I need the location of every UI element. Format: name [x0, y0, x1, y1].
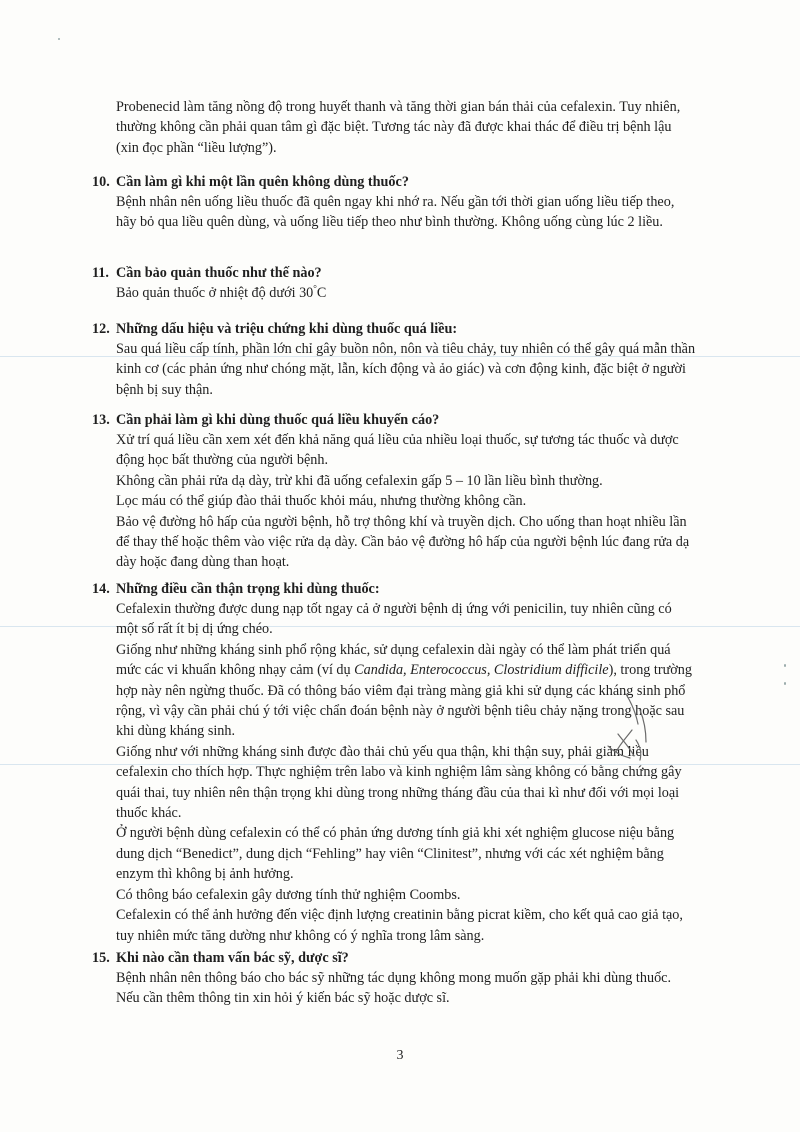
section-heading	[92, 579, 696, 599]
section-10	[92, 172, 696, 233]
section-number: 10.	[92, 174, 110, 190]
degree-sign: °	[313, 283, 317, 294]
section-title: Khi nào cần tham vấn bác sỹ, dược sĩ?	[116, 950, 349, 966]
section-title: Cần phải làm gì khi dùng thuốc quá liều khuyến cáo?	[116, 412, 440, 428]
section-body	[116, 968, 696, 1009]
paragraph: Nếu cần thêm thông tin xin hỏi ý kiến bác sỹ hoặc dược sĩ.	[116, 990, 450, 1007]
section-12	[92, 319, 696, 400]
paragraph: Sau quá liều cấp tính, phần lớn chỉ gây buồn nôn, nôn và tiêu chảy, tuy nhiên có thể gây quá mẫn thần kinh cơ (các phản ứng như chóng mặt, lẫn, kích động và ảo giác) và cơn động kinh, đặc biệt ở người bệnh bị suy thận.	[116, 341, 696, 398]
section-heading	[92, 172, 696, 192]
section-number: 11.	[92, 265, 109, 281]
section-heading	[92, 948, 696, 968]
section-body	[116, 192, 696, 233]
scan-speck	[784, 664, 786, 667]
section-body	[116, 283, 696, 303]
paragraph-text: ), trong trường hợp này nên ngừng thuốc. Đã có thông báo viêm đại tràng màng giả khi sử dụng các kháng sinh phổ rộng, vì vậy cần phải chú ý tới việc chẩn đoán bệnh này ở người bệnh tiêu chảy nặng trong hoặc sau khi dùng kháng sinh.	[116, 662, 692, 740]
section-number: 12.	[92, 321, 110, 337]
paragraph: Ở người bệnh dùng cefalexin có thể có phản ứng dương tính giả khi xét nghiệm glucose niệu bằng dung dịch “Benedict”, dung dịch “Fehling” hay viên “Clinitest”, nhưng với các xét nghiệm bằng enzym thì không bị ảnh hưởng.	[116, 825, 675, 883]
scan-speck	[58, 38, 60, 40]
section-body	[116, 339, 696, 400]
section-heading	[92, 263, 696, 283]
section-number: 15.	[92, 950, 110, 966]
paragraph: Giống như với những kháng sinh được đào thải chủ yếu qua thận, khi thận suy, phải giảm liều cefalexin cho thích hợp. Thực nghiệm trên labo và kinh nghiệm lâm sàng không có bằng chứng gây quái thai, tuy nhiên nên thận trọng khi dùng trong những tháng đầu của thai kì như đối với mọi loại thuốc khác.	[116, 743, 682, 822]
paragraph: Xử trí quá liều cần xem xét đến khả năng quá liều của nhiều loại thuốc, sự tương tác thuốc và dược động học bất thường của người bệnh.	[116, 432, 679, 469]
section-heading	[92, 319, 696, 339]
intro-paragraph: Probenecid làm tăng nồng độ trong huyết thanh và tăng thời gian bán thải của cefalexin. Tuy nhiên, thường không cần phải quan tâm gì đặc biệt. Tương tác này đã được khai thác để điều trị bệnh lậu (xin đọc phần “liều lượng”).	[116, 99, 681, 156]
paragraph: Cefalexin thường được dung nạp tốt ngay cả ở người bệnh dị ứng với penicilin, tuy nhiên cũng có một số rất ít bị dị ứng chéo.	[116, 601, 672, 638]
paragraph: Không cần phải rửa dạ dày, trừ khi đã uống cefalexin gấp 5 – 10 lần liều bình thường.	[116, 472, 603, 489]
section-11	[92, 263, 696, 303]
scan-speck	[784, 682, 786, 685]
section-13	[92, 410, 696, 573]
section-title: Những điều cần thận trọng khi dùng thuốc:	[116, 581, 380, 597]
section-title: Cần làm gì khi một lần quên không dùng thuốc?	[116, 174, 409, 190]
storage-text: Bảo quản thuốc ở nhiệt độ dưới 30	[116, 285, 314, 301]
paragraph: Bảo vệ đường hô hấp của người bệnh, hỗ trợ thông khí và truyền dịch. Cho uống than hoạt nhiều lần để thay thế hoặc thêm vào việc rửa dạ dày. Cần bảo vệ đường hô hấp của người bệnh lúc đang rửa dạ dày hoặc đang dùng than hoạt.	[116, 513, 690, 571]
page-number: 3	[396, 1048, 404, 1063]
paragraph: Bệnh nhân nên thông báo cho bác sỹ những tác dụng không mong muốn gặp phải khi dùng thuốc.	[116, 970, 672, 986]
section-15	[92, 948, 696, 1009]
signature-mark	[596, 690, 658, 770]
temperature-unit: C	[316, 285, 327, 301]
section-body	[116, 599, 696, 946]
paragraph	[116, 283, 696, 303]
section-heading	[92, 410, 696, 430]
paragraph: Bệnh nhân nên uống liều thuốc đã quên ngay khi nhớ ra. Nếu gần tới thời gian uống liều tiếp theo, hãy bỏ qua liều quên dùng, và uống liều tiếp theo như bình thường. Không uống cùng lúc 2 liều.	[116, 194, 675, 231]
paragraph: Cefalexin có thể ảnh hưởng đến việc định lượng creatinin bằng picrat kiềm, cho kết quả cao giả tạo, tuy nhiên mức tăng dường như không có ý nghĩa trong lâm sàng.	[116, 907, 683, 944]
paragraph: Có thông báo cefalexin gây dương tính thử nghiệm Coombs.	[116, 886, 461, 903]
section-body	[116, 430, 696, 573]
section-number: 13.	[92, 412, 110, 428]
section-title: Những dấu hiệu và triệu chứng khi dùng thuốc quá liều:	[116, 321, 458, 337]
paragraph-text: Giống như những kháng sinh phổ rộng khác, sử dụng cefalexin dài ngày có thể làm phát triển quá mức các vi khuẩn không nhạy cảm (ví dụ	[116, 641, 671, 679]
italic-organisms: Candida, Enterococcus, Clostridium difficile	[354, 662, 609, 679]
section-number: 14.	[92, 581, 110, 597]
section-title: Cần bảo quản thuốc như thế nào?	[116, 265, 322, 281]
paragraph: Lọc máu có thể giúp đào thải thuốc khỏi máu, nhưng thường không cần.	[116, 493, 527, 510]
